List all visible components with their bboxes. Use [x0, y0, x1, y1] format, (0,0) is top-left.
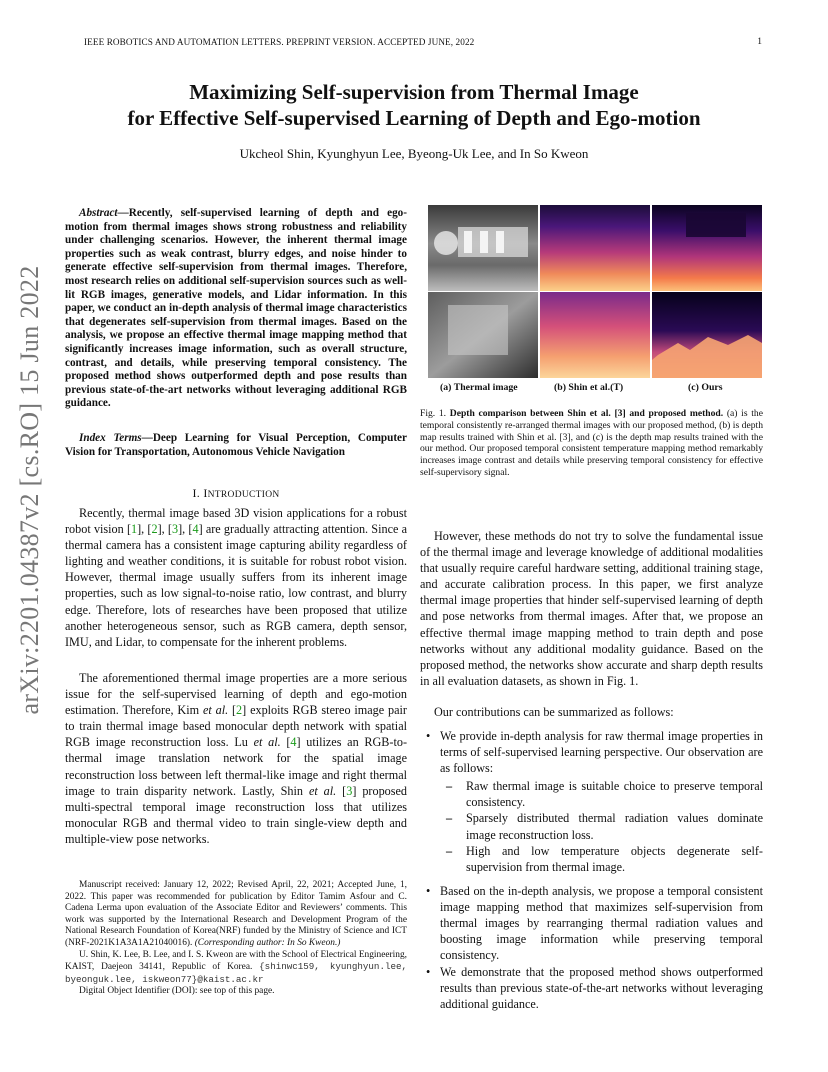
index-terms	[65, 432, 407, 459]
figure-label-b: (b) Shin et al.(T)	[554, 382, 624, 393]
contribution-list	[420, 728, 763, 875]
contribution-list	[420, 964, 763, 1012]
intro-p1-start: Recently, thermal image based 3D vision applications for a robust robot vision [	[65, 506, 407, 537]
intro-paragraph-1: Recently, thermal image based 3D vision applications for a robust robot vision [1], [2], [3], [4] are gradually attracting attention. Since a thermal camera has a consistent image capturing ability regardless of lighting and weather conditions, it is suitable for robust robot vision. However, thermal image usually suffers from its inherent image properties, such as low signal-to-noise ratio, low contrast, and blurry edge. Therefore, lots of researches have been proposed that utilize another heterogeneous sensor, such as RGB camera, depth sensor, IMU, and Lidar, to compensate for the inherent problems.	[65, 506, 408, 649]
contribution-1	[420, 728, 763, 877]
contribution-3	[420, 964, 763, 1012]
citation-link[interactable]: 2	[236, 703, 243, 718]
abstract-text: —Recently, self-supervised learning of depth and ego-motion from thermal images shows strong robustness and reliability under challenging scenarios. However, the inherent thermal image properties such as weak contrast, blurry edges, and noise hinder to generate effective self-supervision from thermal images. Therefore, most research relies on additional self-supervision sources such as well-lit RGB images, generative models, and Lidar information. In this paper, we conduct an in-depth analysis of thermal image characteristics that degenerates self-supervision from thermal images. Based on the analysis, we propose an effective thermal image mapping method that significantly increases image information, such as overall structure, contrast, and details, while preserving temporal consistency. The proposed method shows outperformed depth and pose results than previous state-of-the-art networks without leveraging additional RGB guidance.	[65, 207, 407, 410]
citation-link[interactable]: 3	[346, 783, 353, 798]
footnote-affiliation-text: U. Shin, K. Lee, B. Lee, and I. S. Kweon are with the School of Electrical Engineering, KAIST, Daejeon 34141, Republic of Korea.	[65, 949, 407, 973]
paper-title-line1: Maximizing Self-supervision from Thermal Image	[189, 80, 639, 104]
contribution-item: • We demonstrate that the proposed method shows outperformed results than previous state-of-the-art networks without leveraging additional guidance.	[420, 964, 763, 1012]
contribution-list	[420, 883, 763, 963]
citation-link[interactable]: 4	[290, 735, 297, 750]
intro-p2-d: proposed multi-spectral temporal image reconstruction loss that utilizes monocular RGB and thermal video to train single-view depth and multiple-view pose networks.	[65, 783, 408, 846]
observation-item: – Sparsely distributed thermal radiation values dominate image reconstruction loss.	[440, 810, 763, 842]
paper-title-line2: for Effective Self-supervised Learning of Depth and Ego-motion	[127, 106, 701, 130]
figure-label-a: (a) Thermal image	[440, 382, 518, 393]
footnote-doi: Digital Object Identifier (DOI): see top of this page.	[79, 986, 275, 997]
running-head: IEEE ROBOTICS AND AUTOMATION LETTERS. PREPRINT VERSION. ACCEPTED JUNE, 2022	[84, 37, 475, 47]
etal: et al.	[202, 703, 229, 718]
figure-1-caption	[420, 408, 763, 479]
intro-p1-end: ] are gradually attracting attention. Since a thermal camera has a consistent image capturing ability regardless of lighting and weather conditions, it is suitable for robust robot vision. However, thermal image usually suffers from its inherent image properties, such as low signal-to-noise ratio, low contrast, and blurry edge. Therefore, lots of researches have been proposed that utilize another heterogeneous sensor, such as RGB camera, depth sensor, IMU, and Lidar, to compensate for the inherent problems.	[65, 522, 408, 649]
caption-bold: Depth comparison between Shin et al. [3] and proposed method.	[449, 408, 724, 419]
etal: et al.	[253, 735, 281, 750]
intro-p2-b: exploits RGB stereo image pair to train thermal image based monocular depth network with spatial RGB image reconstruction loss. Lu	[65, 703, 407, 750]
section-heading: I. INTRODUCTION	[192, 486, 280, 500]
caption-lead: Fig. 1.	[420, 408, 447, 419]
intro-p2-c: utilizes an RGB-to-thermal image translation network for the spatial image reconstruction loss between left thermal-like image and right thermal image to train disparity network. Lastly, Shin	[65, 735, 408, 798]
right-paragraph-1: However, these methods do not try to solve the fundamental issue of the thermal image and leverage knowledge of additional modalities that usually require careful hardware setting, additional training stage, and accurate calibration process. In this paper, we first analyze thermal image properties that hinder self-supervised learning of depth and pose networks from thermal images. After that, we propose an effective thermal image mapping method to train depth and pose networks without any additional modality guidance. Based on the proposed method, the networks show accurate and sharp depth results in all evaluation datasets, as shown in Fig. 1.	[420, 529, 763, 688]
citation-link[interactable]: 1	[131, 522, 138, 537]
contribution-item: • Based on the in-depth analysis, we propose a temporal consistent image mapping method that maximizes self-supervision from thermal images by rearranging thermal radiation values and boosting image information while preserving temporal consistency.	[420, 883, 763, 963]
caption-text: (a) is the temporal consistently re-arranged thermal images with our proposed method, (b) is depth map results trained with Shin et al. [3], and (c) is the depth map results trained with the our method. Our proposed temporal consistent temperature mapping method remarkably increases image contrast and details while preserving temporal consistency for effective self-supervisory signal.	[420, 408, 763, 478]
arxiv-sidebar	[10, 265, 50, 715]
citation-link[interactable]: 3	[171, 522, 179, 537]
page-number: 1	[757, 37, 762, 47]
index-terms-lead: Index Terms	[79, 432, 142, 444]
footnote-affiliation	[65, 950, 407, 987]
paper-authors: Ukcheol Shin, Kyunghyun Lee, Byeong-Uk Lee, and In So Kweon	[239, 146, 589, 161]
contribution-2	[420, 883, 763, 963]
citation-link[interactable]: 2	[151, 522, 158, 537]
figure-1-panels	[428, 205, 762, 378]
intro-paragraph-2: The aforementioned thermal image properties are a more serious issue for the self-supervised learning of depth and ego-motion estimation. Therefore, Kim et al. [2] exploits RGB stereo image pair to train thermal image based monocular depth network with spatial RGB image reconstruction loss. Lu et al. [4] utilizes an RGB-to-thermal image translation network for the spatial image reconstruction loss between left thermal-like image and right thermal image to train disparity network. Lastly, Shin et al. [3] proposed multi-spectral temporal image reconstruction loss that utilizes monocular RGB and thermal video to train single-view depth and multiple-view pose networks.	[65, 671, 408, 846]
intro-p2-a: The aforementioned thermal image properties are a more serious issue for the self-supervised learning of depth and ego-motion estimation. Therefore, Kim	[65, 671, 407, 718]
index-terms-text: —Deep Learning for Visual Perception, Computer Vision for Transportation, Autonomous Vehicle Navigation	[65, 432, 407, 458]
footnote	[65, 880, 407, 998]
footnote-received	[65, 880, 407, 950]
footnote-corresponding: (Corresponding author: In So Kweon.)	[194, 937, 341, 948]
contributions-intro: Our contributions can be summarized as follows:	[434, 705, 674, 719]
etal: et al.	[308, 783, 337, 798]
abstract	[65, 207, 407, 411]
observation-item: – Raw thermal image is suitable choice to preserve temporal consistency.	[440, 778, 763, 810]
arxiv-id: arXiv:2201.04387v2 [cs.RO] 15 Jun 2022	[15, 265, 44, 715]
figure-label-c: (c) Ours	[688, 382, 723, 393]
author-emails[interactable]: {shinwc159, kyunghyun.lee, byeonguk.lee, iskweon77}@kaist.ac.kr	[65, 961, 408, 985]
contribution-1-text: We provide in-depth analysis for raw thermal image properties in terms of self-supervised learning perspective. Our observation are as follows:	[440, 729, 763, 776]
contribution-item	[420, 728, 763, 875]
citation-link[interactable]: 4	[192, 522, 199, 537]
abstract-lead: Abstract	[79, 207, 118, 219]
figure-1	[428, 205, 762, 378]
observation-item: – High and low temperature objects degenerate self-supervision from thermal image.	[440, 843, 763, 875]
footnote-received-text: Manuscript received: January 12, 2022; Revised April, 22, 2021; Accepted June, 1, 2022. This paper was recommended for publication by Editor Tamim Asfour and C. Cadena Lerma upon evaluation of the Associate Editor and Reviewers’ comments. This work was supported by the International Research and Development Program of the National Research Foundation of Korea(NRF) funded by the Ministry of Science and ICT (NRF-2021K1A3A1A21040016).	[65, 880, 407, 948]
observation-list	[440, 778, 763, 875]
